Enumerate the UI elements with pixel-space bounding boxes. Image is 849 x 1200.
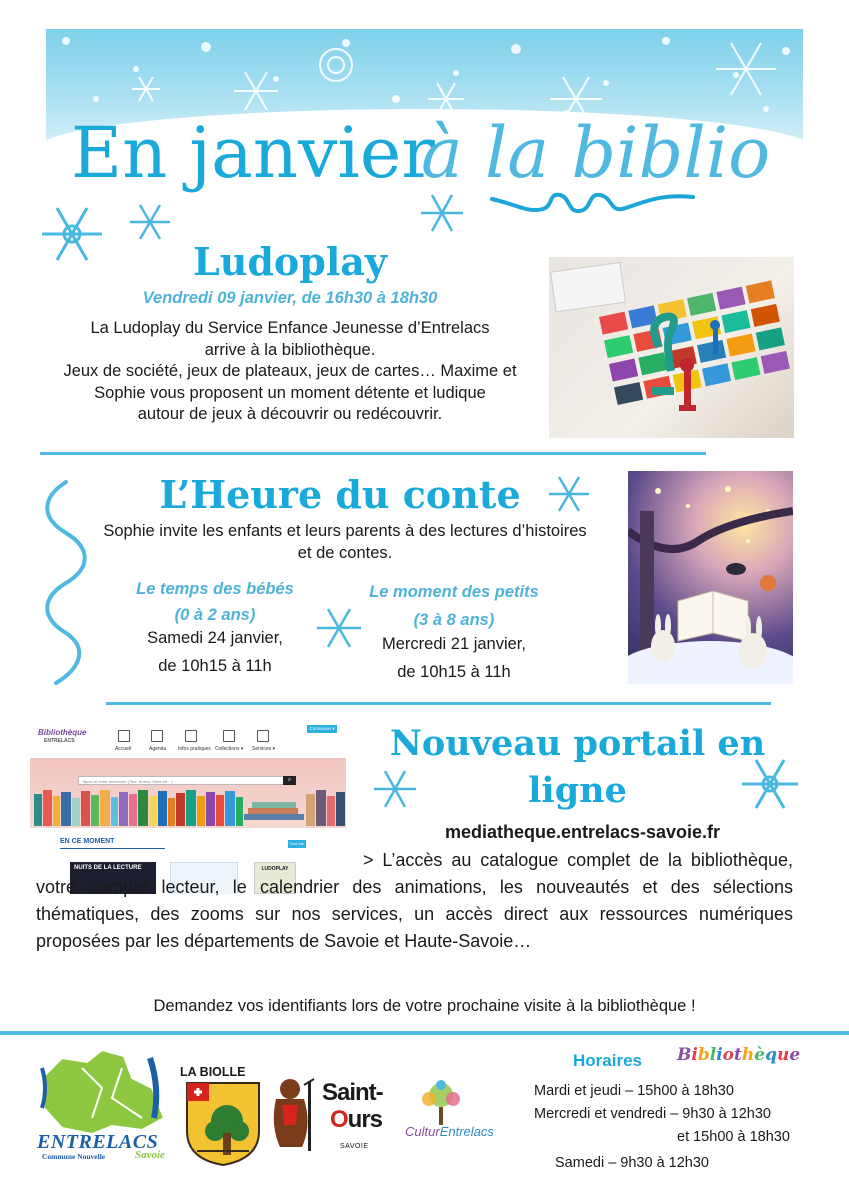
label-line: (0 à 2 ans) xyxy=(174,606,256,624)
board-game-photo xyxy=(549,257,794,438)
ludoplay-title: Ludoplay xyxy=(193,239,387,284)
portail-url: mediatheque.entrelacs-savoie.fr xyxy=(444,822,721,842)
labiolle-crest-logo xyxy=(185,1081,261,1167)
label-line: Le temps des bébés xyxy=(136,580,294,598)
collections-icon xyxy=(223,730,235,742)
saintours-o: O xyxy=(330,1106,348,1133)
squiggle-decoration xyxy=(488,183,698,223)
winter-reading-illustration xyxy=(628,471,793,684)
text-line: Jeux de société, jeux de plateaux, jeux de cartes… Maxime et xyxy=(63,362,517,380)
labiolle-name: LA BIOLLE xyxy=(180,1065,246,1079)
footer-divider xyxy=(0,1031,849,1035)
hours-line: et 15h00 à 18h30 xyxy=(677,1129,790,1145)
saintours-rest: urs xyxy=(347,1106,383,1133)
ludoplay-description xyxy=(30,318,550,426)
entrelacs-region: Savoie xyxy=(135,1149,165,1161)
section-divider xyxy=(106,702,771,705)
portal-search-input: Tapez ici votre recherche (Titre, Auteur, Mots clé…) xyxy=(78,776,296,785)
culture-tree-icon xyxy=(405,1077,485,1127)
petits-schedule xyxy=(345,634,563,683)
entrelacs-subtitle: Commune Nouvelle xyxy=(42,1152,106,1161)
portal-nav xyxy=(30,718,346,758)
home-icon xyxy=(118,730,130,742)
schedule-line: Samedi 24 janvier, xyxy=(147,629,283,647)
see-all-button: Tout voir xyxy=(289,841,305,846)
schedule-line: de 10h15 à 11h xyxy=(397,662,511,681)
text-line: et de contes. xyxy=(297,543,393,562)
info-icon xyxy=(185,730,197,742)
label-line: (3 à 8 ans) xyxy=(413,611,495,629)
bear-icon xyxy=(268,1075,322,1155)
nav-accueil: Accueil xyxy=(115,746,132,752)
schedule-line: Mercredi 21 janvier, xyxy=(382,635,526,653)
portail-description xyxy=(36,847,793,955)
search-icon: ⌕ xyxy=(283,776,296,785)
petits-label xyxy=(345,578,563,634)
conte-description xyxy=(55,521,635,564)
nav-agenda: Agenda xyxy=(149,746,167,752)
ludoplay-date: Vendredi 09 janvier, de 16h30 à 18h30 xyxy=(142,289,438,307)
bibliotheque-logo: Bibliothèque xyxy=(677,1045,801,1065)
text-line: Sophie invite les enfants et leurs parents à des lectures d’histoires xyxy=(103,522,587,540)
storytime-illustration xyxy=(628,471,793,684)
bebes-schedule xyxy=(110,628,320,677)
section-divider xyxy=(40,452,706,455)
bookshelf-illustration xyxy=(30,788,346,826)
saintours-line2 xyxy=(330,1108,382,1132)
services-icon xyxy=(257,730,269,742)
culture-part1: Cultur xyxy=(405,1124,440,1139)
snowflake-icon xyxy=(547,472,591,516)
nav-services: Services ▾ xyxy=(252,746,276,752)
label-line: Le moment des petits xyxy=(369,583,539,601)
snowflake-icon xyxy=(38,200,106,268)
nav-infos: Infos pratiques xyxy=(178,746,211,752)
portal-logo: Bibliothèque xyxy=(38,728,87,737)
saintours-region: SAVOIE xyxy=(340,1143,369,1150)
description-text: > L’accès au catalogue complet de la bibliothèque, votre compte lecteur, le calendrier des animations, les nouveautés et des sélections thématiques, des zooms sur nos services, un accès direct aux ressources numériques proposées par les départements de Savoie et Haute-Savoie… xyxy=(36,850,793,951)
portail-title: Nouveau portail en ligne xyxy=(389,723,766,811)
text-line: arrive à la bibliothèque. xyxy=(204,340,376,359)
hours-line: Mercredi et vendredi – 9h30 à 12h30 xyxy=(534,1106,771,1122)
hours-line: Samedi – 9h30 à 12h30 xyxy=(555,1155,709,1171)
call-to-action: Demandez vos identifiants lors de votre prochaine visite à la bibliothèque ! xyxy=(153,997,696,1015)
culture-part2: Entrelacs xyxy=(439,1124,494,1139)
portal-card-ludoplay: LUDOPLAY xyxy=(254,862,296,894)
snowflake-icon xyxy=(419,190,465,236)
entrelacs-name: ENTRELACS xyxy=(37,1131,159,1153)
connect-button: Connexion ▾ xyxy=(307,725,337,733)
saintours-line1: Saint- xyxy=(322,1079,383,1106)
title-part-1: En janvier xyxy=(71,112,435,194)
opening-hours-title: Horaires xyxy=(573,1051,642,1070)
wavy-line-decoration xyxy=(36,478,96,688)
text-line: La Ludoplay du Service Enfance Jeunesse d’Entrelacs xyxy=(90,319,490,337)
portal-logo-sub: ENTRELACS xyxy=(44,738,75,744)
calendar-icon xyxy=(151,730,163,742)
title-part-2: à la biblio xyxy=(421,112,771,194)
bebes-label xyxy=(110,576,320,628)
portal-card-nuits: NUITS DE LA LECTURE xyxy=(70,862,156,894)
board-game-illustration xyxy=(549,257,794,438)
schedule-line: de 10h15 à 11h xyxy=(158,656,272,675)
nav-collections: Collections ▾ xyxy=(215,746,244,752)
portal-section-label: EN CE MOMENT xyxy=(60,838,115,845)
hours-line: Mardi et jeudi – 15h00 à 18h30 xyxy=(534,1083,734,1099)
culture-logo-text xyxy=(405,1124,494,1139)
conte-title: L’Heure du conte xyxy=(159,472,521,517)
text-line: autour de jeux à découvrir ou redécouvrir. xyxy=(137,405,443,423)
text-line: Sophie vous proposent un moment détente et ludique xyxy=(94,383,486,402)
